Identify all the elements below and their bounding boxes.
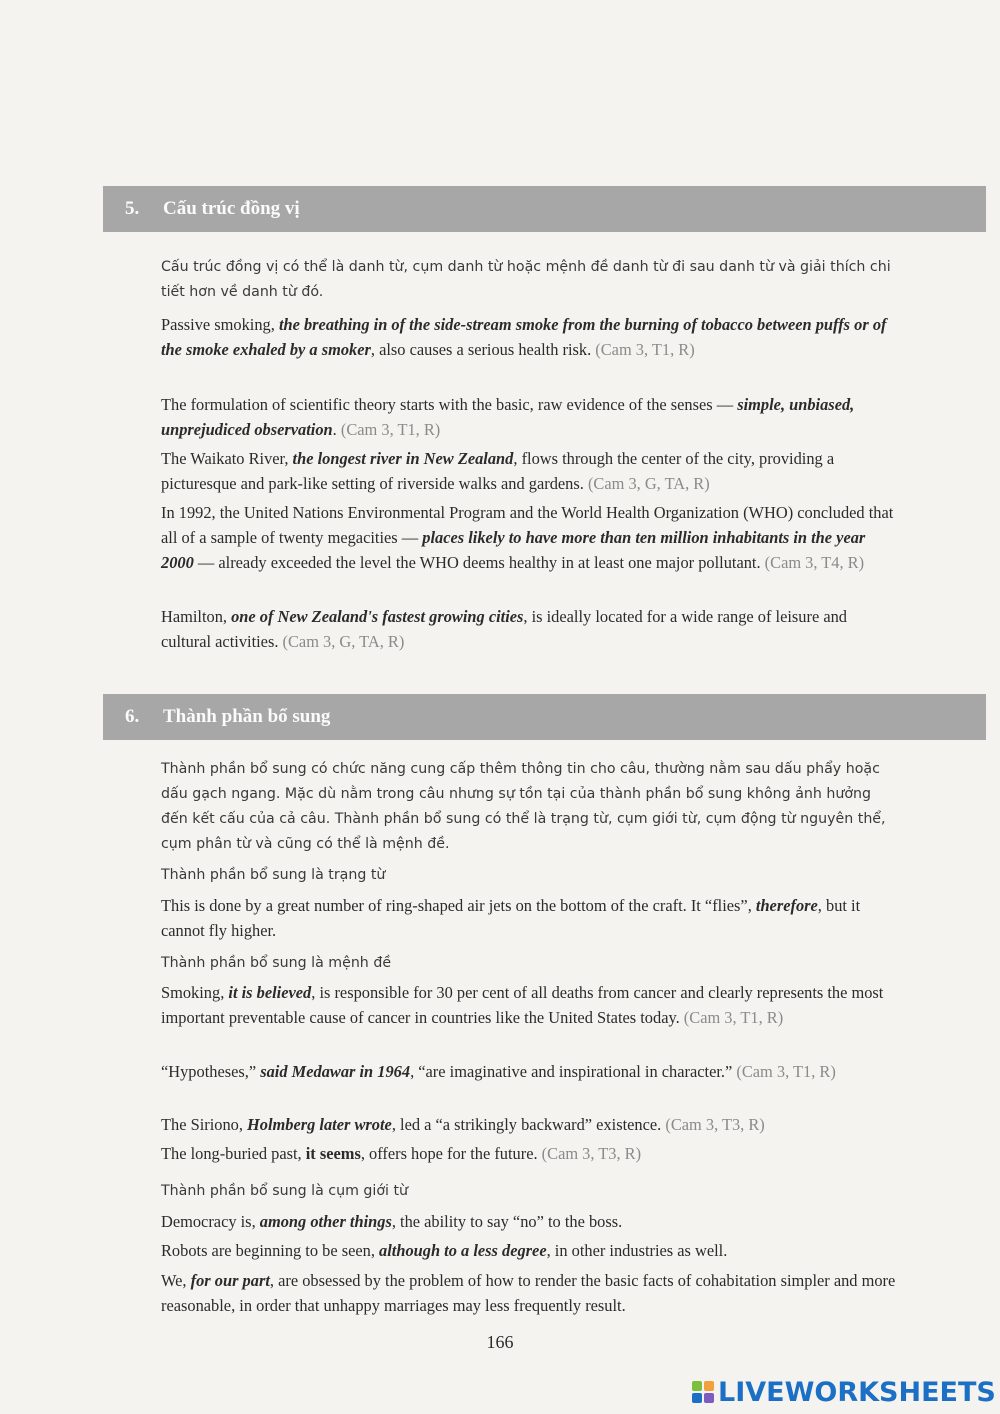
emphasis: said Medawar in 1964 — [260, 1062, 411, 1081]
emphasis: although to a less degree — [379, 1241, 547, 1260]
section-number: 6. — [125, 706, 140, 727]
section-6-intro: Thành phần bổ sung có chức năng cung cấp thêm thông tin cho câu, thường nằm sau dấu phẩy hoặc dấu gạch ngang. Mặc dù nằm trong câu nhưng sự tồn tại của thành phần bổ sung không ảnh hưởng đến kết cấu của cả câu. Thành phần bổ sung có thể là trạng từ, cụm giới từ, cụm động từ nguyên thể, cụm phân từ và cũng có thể là mệnh đề. — [161, 761, 886, 852]
citation: (Cam 3, T3, R) — [665, 1115, 765, 1134]
emphasis: one of New Zealand's fastest growing cities — [231, 607, 524, 626]
citation: (Cam 3, T3, R) — [541, 1144, 642, 1163]
emphasis: therefore — [755, 896, 818, 915]
emphasis: for our part — [190, 1271, 270, 1290]
liveworksheets-logo-icon — [692, 1381, 714, 1403]
citation: (Cam 3, T1, R) — [340, 420, 441, 439]
example-paragraph: Democracy is, among other things, the ability to say “no” to the boss. — [161, 1212, 623, 1231]
example-paragraph: The Waikato River, the longest river in New Zealand, flows through the center of the city, providing a picturesque and park-like setting of riverside walks and gardens. (Cam 3, G, TA, R) — [161, 449, 835, 493]
liveworksheets-logo[interactable] — [692, 1375, 996, 1409]
section-6-header — [103, 694, 986, 740]
subheading-prepositional: Thành phần bổ sung là cụm giới từ — [161, 1183, 409, 1199]
section-5-header — [103, 186, 986, 232]
page-number: 166 — [486, 1332, 514, 1352]
citation: (Cam 3, T4, R) — [764, 553, 865, 572]
section-title: Thành phần bổ sung — [163, 706, 331, 727]
example-paragraph: “Hypotheses,” said Medawar in 1964, “are imaginative and inspirational in character.” (Cam 3, T1, R) — [161, 1062, 836, 1081]
example-paragraph: We, for our part, are obsessed by the problem of how to render the basic facts of cohabitation simpler and more reasonable, in order that unhappy marriages may less frequently result. — [161, 1271, 896, 1315]
citation: (Cam 3, T1, R) — [595, 340, 695, 359]
emphasis: it is believed — [228, 983, 312, 1002]
citation: (Cam 3, G, TA, R) — [282, 632, 405, 651]
example-paragraph: The Siriono, Holmberg later wrote, led a “a strikingly backward” existence. (Cam 3, T3, R) — [161, 1115, 765, 1134]
example-paragraph: The long-buried past, it seems, offers hope for the future. (Cam 3, T3, R) — [161, 1144, 642, 1163]
subheading-adverb: Thành phần bổ sung là trạng từ — [161, 867, 386, 883]
example-paragraph: Hamilton, one of New Zealand's fastest growing cities, is ideally located for a wide range of leisure and cultural activities. (Cam 3, G, TA, R) — [161, 607, 847, 651]
brand-text: LIVEWORKSHEETS — [718, 1376, 996, 1408]
example-paragraph: The formulation of scientific theory starts with the basic, raw evidence of the senses — simple, unbiased, unprejudiced observation. (Cam 3, T1, R) — [161, 395, 855, 439]
example-paragraph: Smoking, it is believed, is responsible for 30 per cent of all deaths from cancer and clearly represents the most important preventable cause of cancer in countries like the United States today. (Cam 3, T1, R) — [161, 983, 884, 1027]
example-paragraph: Robots are beginning to be seen, although to a less degree, in other industries as well. — [161, 1241, 728, 1260]
emphasis: the breathing in of the side-stream smoke from the burning of tobacco between puffs or of the smoke exhaled by a smoker — [161, 315, 887, 359]
emphasis: simple, unbiased, unprejudiced observation — [161, 395, 855, 439]
example-paragraph: Passive smoking, the breathing in of the side-stream smoke from the burning of tobacco between puffs or of the smoke exhaled by a smoker, also causes a serious health risk. (Cam 3, T1, R) — [161, 315, 887, 359]
emphasis: places likely to have more than ten million inhabitants in the year 2000 — [161, 528, 866, 572]
citation: (Cam 3, G, TA, R) — [587, 474, 710, 493]
example-paragraph: In 1992, the United Nations Environmental Program and the World Health Organization (WHO) concluded that all of a sample of twenty megacities — places likely to have more than ten million inhabitants in the year 2000 — already exceeded the level the WHO deems healthy in at least one major pollutant. (Cam 3, T4, R) — [161, 503, 894, 572]
citation: (Cam 3, T1, R) — [683, 1008, 784, 1027]
emphasis: among other things — [259, 1212, 392, 1231]
section-title: Cấu trúc đồng vị — [163, 198, 300, 219]
emphasis: Holmberg later wrote — [247, 1115, 392, 1134]
section-5-intro: Cấu trúc đồng vị có thể là danh từ, cụm danh từ hoặc mệnh đề danh từ đi sau danh từ và giải thích chi tiết hơn về danh từ đó. — [161, 259, 891, 300]
subheading-clause: Thành phần bổ sung là mệnh đề — [161, 955, 392, 971]
example-paragraph: This is done by a great number of ring-shaped air jets on the bottom of the craft. It “flies”, therefore, but it cannot fly higher. — [161, 896, 861, 940]
section-number: 5. — [125, 198, 140, 219]
emphasis: the longest river in New Zealand — [292, 449, 514, 468]
citation: (Cam 3, T1, R) — [736, 1062, 836, 1081]
emphasis: it seems — [305, 1144, 361, 1163]
